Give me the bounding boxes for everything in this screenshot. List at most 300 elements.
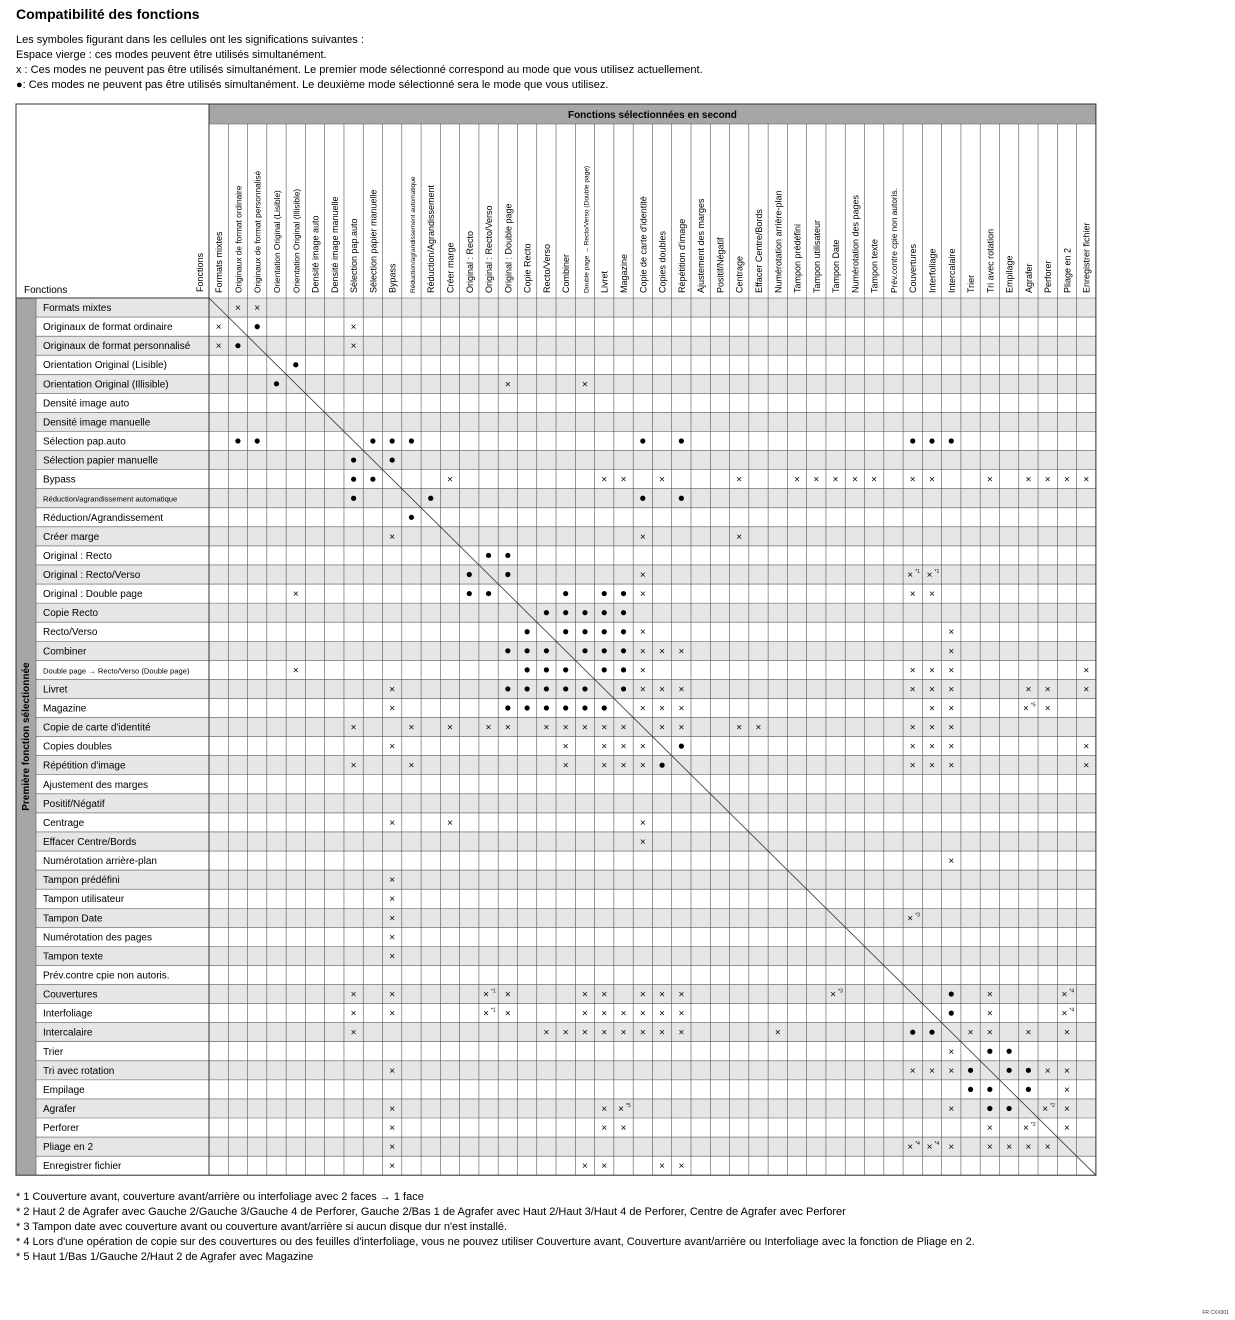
column-label: Effacer Centre/Bords (753, 209, 764, 293)
cell-dot (525, 667, 530, 672)
cell-cross: × (948, 627, 955, 639)
cell-cross: × (1006, 1142, 1013, 1154)
shaded-row (36, 1099, 1096, 1118)
column-label: Répétition d'image (676, 218, 687, 293)
cell-cross: × (601, 722, 608, 734)
row-label: Numérotation arrière-plan (43, 856, 157, 868)
cell-dot (525, 705, 530, 710)
column-label: Créer marge (445, 242, 456, 293)
cell-dot (1026, 1087, 1031, 1092)
cell-cross: × (601, 1008, 608, 1020)
cell-cross: × (986, 1142, 993, 1154)
row-label: Répétition d'image (43, 760, 126, 772)
corner-label: Fonctions (24, 285, 68, 296)
legend-dot: ●: Ces modes ne peuvent pas être utilisés simultanément. Le deuxième mode sélectionné sera le mode que vous utilisez. (16, 79, 609, 91)
cell-cross: × (639, 1008, 646, 1020)
cell-footnote-mark: *4 (934, 1141, 940, 1148)
cell-cross: × (1064, 1065, 1070, 1077)
cell-cross: × (678, 646, 685, 658)
row-label: Prév.contre cpie non autoris. (43, 970, 170, 982)
cell-dot (602, 591, 607, 596)
cell-dot (505, 686, 510, 691)
row-label: Copie de carte d'identité (43, 722, 151, 734)
cell-cross: × (907, 1142, 914, 1154)
cell-cross: × (504, 989, 511, 1001)
cell-dot (505, 705, 510, 710)
cell-cross: × (639, 589, 646, 601)
cell-cross: × (562, 741, 569, 753)
cell-cross: × (1025, 474, 1032, 486)
row-label: Tampon Date (43, 913, 103, 925)
cell-footnote-mark: *1 (491, 988, 496, 995)
cell-footnote-mark: *1 (491, 1007, 496, 1014)
cell-cross: × (1064, 1084, 1070, 1096)
document-code: FR CXX001 (1202, 1310, 1229, 1316)
column-label: Densité image auto (310, 215, 321, 293)
column-label: Numérotation des pages (850, 194, 861, 293)
cell-dot (602, 648, 607, 653)
column-label: Tampon texte (869, 238, 880, 293)
cell-cross: × (659, 1008, 666, 1020)
cell-cross: × (601, 1103, 608, 1115)
row-label: Empilage (43, 1084, 85, 1096)
cell-cross: × (639, 817, 646, 829)
row-label: Effacer Centre/Bords (43, 836, 137, 848)
cell-cross: × (678, 1008, 685, 1020)
column-label: Réduction/agrandissement automatique (409, 176, 417, 293)
column-label: Réduction/Agrandissement (426, 184, 437, 293)
column-label: Tampon utilisateur (811, 219, 822, 293)
cell-cross: × (582, 1161, 588, 1173)
cell-cross: × (562, 722, 569, 734)
cell-footnote-mark: *1 (934, 569, 940, 576)
cell-cross: × (620, 474, 627, 486)
cell-cross: × (1083, 665, 1090, 677)
footnote: * 1 Couverture avant, couverture avant/arrière ou interfoliage avec 2 faces → 1 face (16, 1191, 424, 1203)
cell-cross: × (948, 703, 955, 715)
cell-dot (910, 1030, 915, 1035)
cell-cross: × (389, 894, 396, 906)
cell-cross: × (659, 989, 666, 1001)
column-label: Originaux de format ordinaire (233, 185, 244, 293)
cell-cross: × (794, 474, 800, 486)
cell-cross: × (1025, 1027, 1032, 1039)
cell-dot (582, 610, 587, 615)
row-label: Sélection papier manuelle (43, 455, 159, 467)
cell-dot (582, 629, 587, 634)
cell-cross: × (408, 760, 415, 772)
cell-cross: × (639, 570, 646, 582)
cell-cross: × (1022, 703, 1029, 715)
cell-cross: × (678, 1161, 685, 1173)
cell-dot (602, 610, 607, 615)
cell-cross: × (678, 703, 685, 715)
cell-cross: × (389, 1142, 396, 1154)
cell-cross: × (292, 589, 299, 601)
cell-cross: × (1044, 474, 1051, 486)
row-label: Couvertures (43, 989, 98, 1001)
cell-cross: × (659, 1161, 666, 1173)
cell-cross: × (1083, 684, 1090, 696)
row-label: Pliage en 2 (43, 1142, 94, 1154)
row-label: Original : Double page (43, 589, 143, 601)
cell-dot (563, 686, 568, 691)
cell-cross: × (851, 474, 858, 486)
cell-cross: × (813, 474, 820, 486)
cell-dot (563, 667, 568, 672)
cell-cross: × (929, 722, 935, 734)
shaded-row (36, 985, 1096, 1004)
cell-cross: × (736, 722, 743, 734)
row-label: Original : Recto/Verso (43, 570, 141, 582)
cell-cross: × (620, 1027, 627, 1039)
cell-dot (929, 1030, 934, 1035)
cell-cross: × (659, 646, 666, 658)
cell-cross: × (948, 741, 955, 753)
row-label: Tampon utilisateur (43, 894, 125, 906)
cell-dot (659, 763, 664, 768)
cell-dot (525, 648, 530, 653)
cell-dot (987, 1106, 992, 1111)
cell-cross: × (582, 722, 588, 734)
cell-cross: × (639, 836, 646, 848)
cell-dot (582, 686, 587, 691)
cell-cross: × (659, 474, 666, 486)
cell-cross: × (1083, 760, 1090, 772)
row-label: Tampon texte (43, 951, 104, 963)
cell-dot (621, 629, 626, 634)
cell-cross: × (601, 1027, 608, 1039)
cell-cross: × (736, 474, 743, 486)
cell-cross: × (907, 570, 914, 582)
cell-cross: × (601, 741, 608, 753)
cell-cross: × (929, 703, 935, 715)
top-header-label: Fonctions sélectionnées en second (567, 110, 737, 121)
cell-cross: × (601, 760, 608, 772)
cell-dot (621, 610, 626, 615)
row-label: Interfoliage (43, 1008, 93, 1020)
cell-cross: × (909, 1065, 916, 1077)
cell-cross: × (483, 1008, 489, 1020)
row-label: Créer marge (43, 531, 100, 543)
row-label: Positif/Négatif (43, 798, 105, 810)
cell-dot (602, 629, 607, 634)
row-label: Livret (43, 684, 68, 696)
row-label: Sélection pap.auto (43, 436, 126, 448)
cell-cross: × (618, 1103, 624, 1115)
cell-footnote-mark: *3 (915, 912, 920, 919)
cell-cross: × (389, 817, 396, 829)
column-label: Intercalaire (946, 248, 957, 293)
column-label: Numérotation arrière-plan (773, 190, 784, 293)
cell-dot (987, 1087, 992, 1092)
cell-cross: × (1061, 1008, 1068, 1020)
cell-dot (235, 343, 240, 348)
cell-cross: × (639, 627, 646, 639)
cell-dot (467, 572, 472, 577)
cell-cross: × (986, 474, 993, 486)
cell-dot (987, 1049, 992, 1054)
cell-cross: × (639, 646, 646, 658)
cell-dot (351, 496, 356, 501)
cell-cross: × (1044, 703, 1051, 715)
cell-cross: × (948, 665, 955, 677)
cell-cross: × (639, 989, 646, 1001)
cell-cross: × (639, 760, 646, 772)
column-label: Combiner (561, 253, 572, 293)
cell-cross: × (948, 646, 955, 658)
cell-cross: × (929, 760, 935, 772)
cell-dot (370, 438, 375, 443)
cell-cross: × (543, 722, 550, 734)
cell-footnote-mark: *4 (915, 1141, 920, 1148)
cell-cross: × (447, 817, 453, 829)
cell-dot (602, 705, 607, 710)
cell-dot (968, 1068, 973, 1073)
legend-blank: Espace vierge : ces modes peuvent être utilisés simultanément. (16, 49, 327, 61)
cell-cross: × (907, 913, 914, 925)
cell-footnote-mark: *2 (1030, 1122, 1036, 1129)
cell-cross: × (986, 1027, 993, 1039)
column-label: Positif/Négatif (715, 237, 726, 293)
cell-cross: × (620, 722, 627, 734)
cell-footnote-mark: *3 (838, 988, 843, 995)
cell-dot (640, 438, 645, 443)
cell-dot (1007, 1106, 1012, 1111)
row-label: Double page → Recto/Verso (Double page) (43, 666, 190, 676)
cell-dot (1026, 1068, 1031, 1073)
cell-cross: × (909, 722, 916, 734)
cell-cross: × (986, 1008, 993, 1020)
cell-cross: × (948, 684, 955, 696)
cell-cross: × (620, 1008, 627, 1020)
row-label: Combiner (43, 646, 87, 658)
cell-cross: × (929, 589, 935, 601)
cell-cross: × (389, 1008, 396, 1020)
shaded-row (36, 946, 1096, 965)
footnote: * 4 Lors d'une opération de copie sur des couvertures ou des feuilles d'interfoliage, vous ne pouvez utiliser Couverture avant, Couverture avant/arrière ou Interfoliage avec la fonction de Pliage en 2. (16, 1236, 975, 1248)
cell-cross: × (948, 1142, 955, 1154)
shaded-row (36, 374, 1096, 393)
cell-dot (929, 438, 934, 443)
cell-cross: × (948, 1103, 955, 1115)
cell-dot (544, 667, 549, 672)
footnote: * 5 Haut 1/Bas 1/Gauche 2/Haut 2 de Agrafer avec Magazine (16, 1251, 314, 1263)
cell-cross: × (389, 1161, 396, 1173)
cell-dot (351, 477, 356, 482)
corner-rotated-label: Fonctions (195, 252, 205, 292)
cell-dot (505, 572, 510, 577)
column-label: Sélection papier manuelle (368, 189, 379, 293)
cell-dot (640, 496, 645, 501)
shaded-row (36, 298, 1096, 317)
cell-dot (949, 438, 954, 443)
cell-cross: × (948, 760, 955, 772)
cell-cross: × (948, 1065, 955, 1077)
cell-cross: × (909, 760, 916, 772)
cell-cross: × (929, 741, 935, 753)
row-label: Originaux de format personnalisé (43, 341, 191, 353)
cell-cross: × (562, 760, 569, 772)
cell-cross: × (678, 722, 685, 734)
column-label: Couvertures (908, 243, 919, 293)
cell-cross: × (967, 1027, 974, 1039)
cell-dot (255, 438, 260, 443)
cell-cross: × (1044, 684, 1051, 696)
cell-dot (602, 667, 607, 672)
column-label: Tri avec rotation (985, 228, 996, 293)
cell-cross: × (1064, 1103, 1070, 1115)
cell-cross: × (389, 913, 396, 925)
cell-dot (235, 438, 240, 443)
cell-cross: × (350, 722, 357, 734)
cell-cross: × (909, 474, 916, 486)
column-label: Copie Recto (522, 243, 533, 293)
legend-cross: x : Ces modes ne peuvent pas être utilisés simultanément. Le premier mode sélectionné correspond au mode que vous utilisez actuellement. (16, 64, 703, 76)
row-label: Originaux de format ordinaire (43, 322, 173, 334)
cell-cross: × (929, 1065, 935, 1077)
cell-footnote-mark: *5 (626, 1102, 631, 1109)
cell-cross: × (1064, 1027, 1070, 1039)
row-label: Numérotation des pages (43, 932, 152, 944)
cell-cross: × (350, 322, 357, 334)
cell-cross: × (678, 1027, 685, 1039)
column-label: Originaux de format personnalisé (252, 170, 263, 293)
column-label: Ajustement des marges (696, 198, 707, 293)
cell-cross: × (350, 989, 357, 1001)
cell-cross: × (389, 684, 396, 696)
cell-cross: × (1044, 1065, 1051, 1077)
cell-cross: × (832, 474, 839, 486)
cell-cross: × (1083, 741, 1090, 753)
cell-cross: × (909, 665, 916, 677)
row-label: Tri avec rotation (43, 1065, 115, 1077)
row-label: Copies doubles (43, 741, 112, 753)
column-label: Livret (599, 270, 610, 293)
cell-cross: × (234, 303, 241, 315)
column-label: Original : Double page (503, 203, 514, 293)
column-label: Formats mixtes (214, 231, 225, 293)
shaded-row (36, 1061, 1096, 1080)
cell-cross: × (389, 1103, 396, 1115)
column-label: Perforer (1043, 260, 1054, 293)
cell-cross: × (215, 341, 222, 353)
column-label: Original : Recto/Verso (484, 205, 495, 293)
cell-cross: × (909, 684, 916, 696)
cell-cross: × (447, 474, 453, 486)
cell-cross: × (620, 760, 627, 772)
cell-cross: × (1061, 989, 1068, 1001)
cell-footnote-mark: *4 (1069, 988, 1075, 995)
cell-cross: × (215, 322, 222, 334)
cell-cross: × (504, 1008, 511, 1020)
row-label: Densité image auto (43, 398, 130, 410)
cell-cross: × (582, 1027, 588, 1039)
column-label: Magazine (619, 253, 630, 293)
row-label: Trier (43, 1046, 64, 1058)
column-label: Enregistrer fichier (1081, 222, 1092, 293)
cell-cross: × (639, 684, 646, 696)
cell-cross: × (659, 1027, 666, 1039)
cell-dot (544, 648, 549, 653)
cell-footnote-mark: *2 (1050, 1102, 1055, 1109)
column-label: Trier (966, 274, 977, 293)
legend-intro: Les symboles figurant dans les cellules ont les significations suivantes : (16, 34, 364, 46)
cell-cross: × (601, 1123, 608, 1135)
cell-dot (563, 705, 568, 710)
column-label: Copie de carte d'identité (638, 196, 649, 293)
cell-dot (255, 324, 260, 329)
cell-dot (621, 648, 626, 653)
cell-dot (525, 686, 530, 691)
cell-cross: × (1083, 474, 1090, 486)
cell-cross: × (948, 722, 955, 734)
cell-cross: × (485, 722, 492, 734)
side-header-label: Première fonction sélectionnée (21, 662, 32, 811)
cell-footnote-mark: *4 (1069, 1007, 1075, 1014)
cell-cross: × (1064, 1123, 1070, 1135)
cell-cross: × (389, 741, 396, 753)
column-label: Recto/Verso (541, 243, 552, 293)
cell-cross: × (755, 722, 762, 734)
cell-cross: × (582, 1008, 588, 1020)
cell-cross: × (678, 989, 685, 1001)
cell-cross: × (601, 989, 608, 1001)
cell-dot (293, 362, 298, 367)
cell-cross: × (504, 722, 511, 734)
row-label: Original : Recto (43, 550, 112, 562)
row-label: Magazine (43, 703, 87, 715)
cell-cross: × (1042, 1103, 1049, 1115)
cell-cross: × (408, 722, 415, 734)
row-label: Formats mixtes (43, 303, 112, 315)
column-label: Original : Recto (464, 230, 475, 293)
cell-cross: × (350, 760, 357, 772)
cell-dot (505, 553, 510, 558)
cell-cross: × (389, 1123, 396, 1135)
cell-dot (621, 591, 626, 596)
cell-dot (679, 496, 684, 501)
cell-dot (910, 438, 915, 443)
cell-cross: × (1064, 474, 1070, 486)
cell-cross: × (389, 703, 396, 715)
cell-cross: × (929, 684, 935, 696)
cell-dot (390, 438, 395, 443)
cell-cross: × (620, 741, 627, 753)
shaded-row (36, 412, 1096, 431)
column-label: Pliage en 2 (1062, 247, 1073, 293)
cell-cross: × (504, 379, 511, 391)
row-label: Bypass (43, 474, 76, 486)
cell-dot (621, 667, 626, 672)
cell-cross: × (639, 665, 646, 677)
cell-cross: × (620, 1123, 627, 1135)
cell-cross: × (582, 379, 588, 391)
column-label: Densité image manuelle (329, 196, 340, 293)
page-title: Compatibilité des fonctions (16, 6, 200, 22)
row-label: Agrafer (43, 1103, 76, 1115)
cell-cross: × (350, 341, 357, 353)
cell-dot (949, 1011, 954, 1016)
cell-dot (409, 515, 414, 520)
cell-dot (563, 629, 568, 634)
shaded-row (36, 908, 1096, 927)
cell-cross: × (254, 303, 261, 315)
cell-footnote-mark: *1 (915, 569, 920, 576)
cell-dot (390, 457, 395, 462)
row-label: Intercalaire (43, 1027, 93, 1039)
column-label: Orientation Original (Illisible) (291, 188, 302, 293)
